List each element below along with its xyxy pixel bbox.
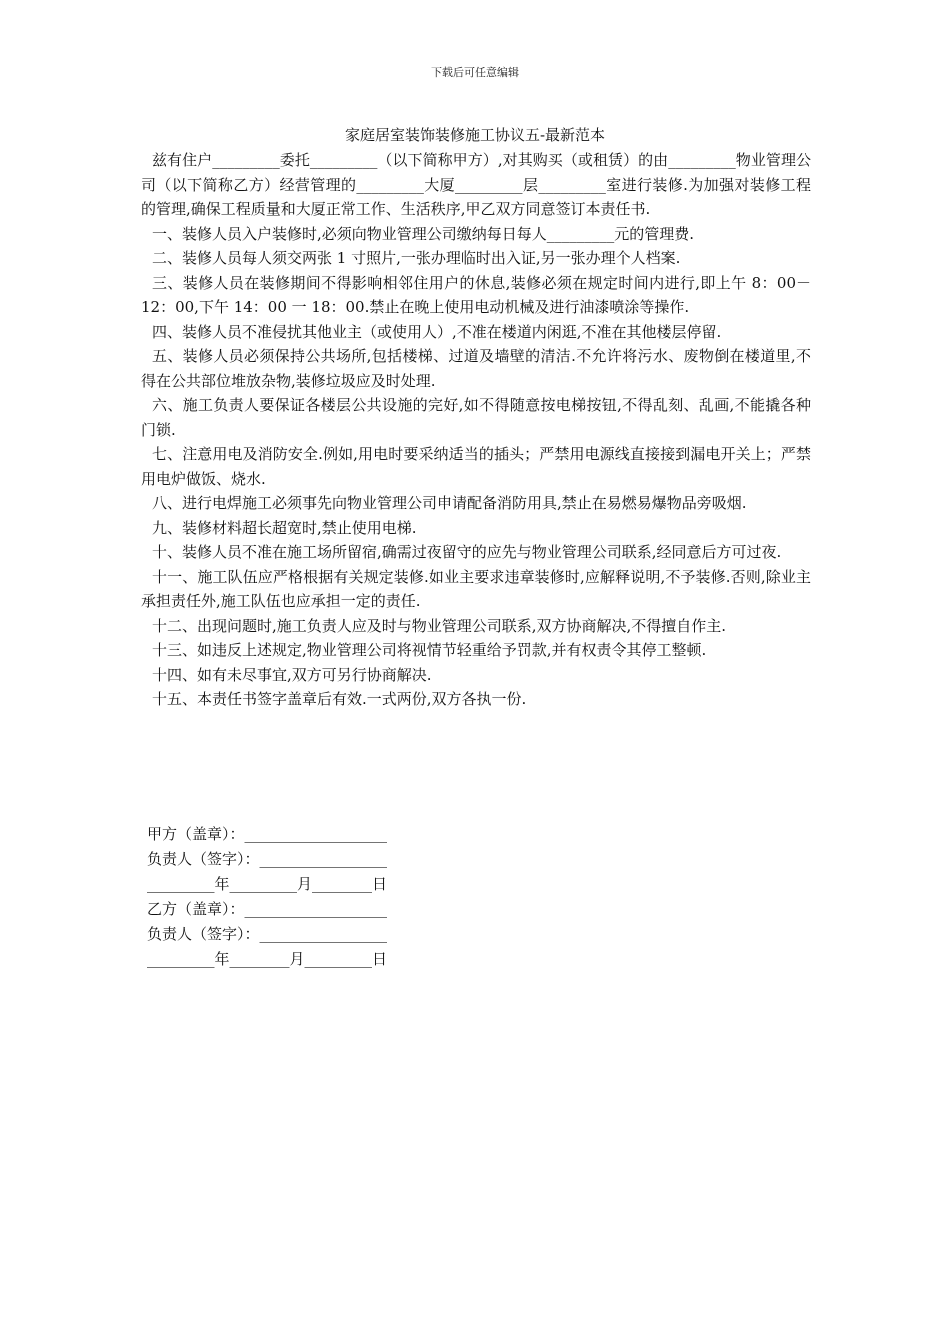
signature-block — [147, 822, 447, 972]
party-b-date-line: _________年________月_________日 — [147, 950, 388, 968]
paragraph-clause-2: 二、装修人员每人须交两张 1 寸照片,一张办理临时出入证,另一张办理个人档案. — [152, 249, 681, 267]
party-a-signer-line: 负责人（签字）：_________________ — [147, 850, 388, 868]
party-b-signer-line: 负责人（签字）：_________________ — [147, 925, 388, 943]
paragraph-clause-10: 十、装修人员不准在施工场所留宿,确需过夜留守的应先与物业管理公司联系,经同意后方可过夜. — [152, 543, 782, 561]
header-note: 下载后可任意编辑 — [431, 66, 519, 79]
paragraph-clause-8: 八、进行电焊施工必须事先向物业管理公司申请配备消防用具,禁止在易燃易爆物品旁吸烟. — [152, 494, 747, 512]
paragraph-clause-11: 十一、施工队伍应严格根据有关规定装修.如业主要求违章装修时,应解释说明,不予装修.否则,除业主承担责任外,施工队伍也应承担一定的责任. — [141, 567, 811, 610]
paragraph-clause-4: 四、装修人员不准侵扰其他业主（或使用人）,不准在楼道内闲逛,不准在其他楼层停留. — [152, 322, 722, 341]
paragraph-clause-14: 十四、如有未尽事宜,双方可另行协商解决. — [152, 665, 432, 684]
paragraph-clause-7: 七、注意用电及消防安全.例如,用电时要采纳适当的插头；严禁用电源线直接接到漏电开关上；严禁用电炉做饭、烧水. — [141, 445, 811, 488]
document-title: 家庭居室装饰装修施工协议五-最新范本 — [344, 126, 606, 144]
party-a-date-line: _________年_________月________日 — [147, 875, 388, 893]
paragraph-intro: 兹有住户_________委托_________（以下简称甲方）,对其购买（或租赁）的由_________物业管理公司（以下简称乙方）经营管理的_________大厦_________层_________室进行装修.为加强对装修工程的管理,确保工程质量和大厦正常工作、生活秩序,甲乙双方同意签订本责任书. — [141, 151, 811, 218]
paragraph-clause-9: 九、装修材料超长超宽时,禁止使用电梯. — [152, 518, 417, 537]
paragraph-clause-1: 一、装修人员入户装修时,必须向物业管理公司缴纳每日每人_________元的管理费. — [152, 224, 695, 243]
party-a-seal-line: 甲方（盖章）：___________________ — [147, 825, 388, 843]
paragraph-clause-6: 六、施工负责人要保证各楼层公共设施的完好,如不得随意按电梯按钮,不得乱刻、乱画,不能撬各种门锁. — [141, 396, 811, 439]
paragraph-clause-15: 十五、本责任书签字盖章后有效.一式两份,双方各执一份. — [152, 690, 527, 708]
paragraph-clause-5: 五、装修人员必须保持公共场所,包括楼梯、过道及墙壁的清洁.不允许将污水、废物倒在楼道里,不得在公共部位堆放杂物,装修垃圾应及时处理. — [141, 347, 811, 390]
paragraph-clause-13: 十三、如违反上述规定,物业管理公司将视情节轻重给予罚款,并有权责令其停工整顿. — [152, 641, 707, 659]
party-b-seal-line: 乙方（盖章）：___________________ — [147, 900, 388, 918]
paragraph-clause-3: 三、装修人员在装修期间不得影响相邻住用户的休息,装修必须在规定时间内进行,即上午 8：00－12：00,下午 14：00 一 18：00.禁止在晚上使用电动机械及进行油漆喷涂等操作. — [141, 273, 811, 316]
document-body — [141, 148, 811, 712]
paragraph-clause-12: 十二、出现问题时,施工负责人应及时与物业管理公司联系,双方协商解决,不得擅自作主. — [152, 616, 727, 635]
